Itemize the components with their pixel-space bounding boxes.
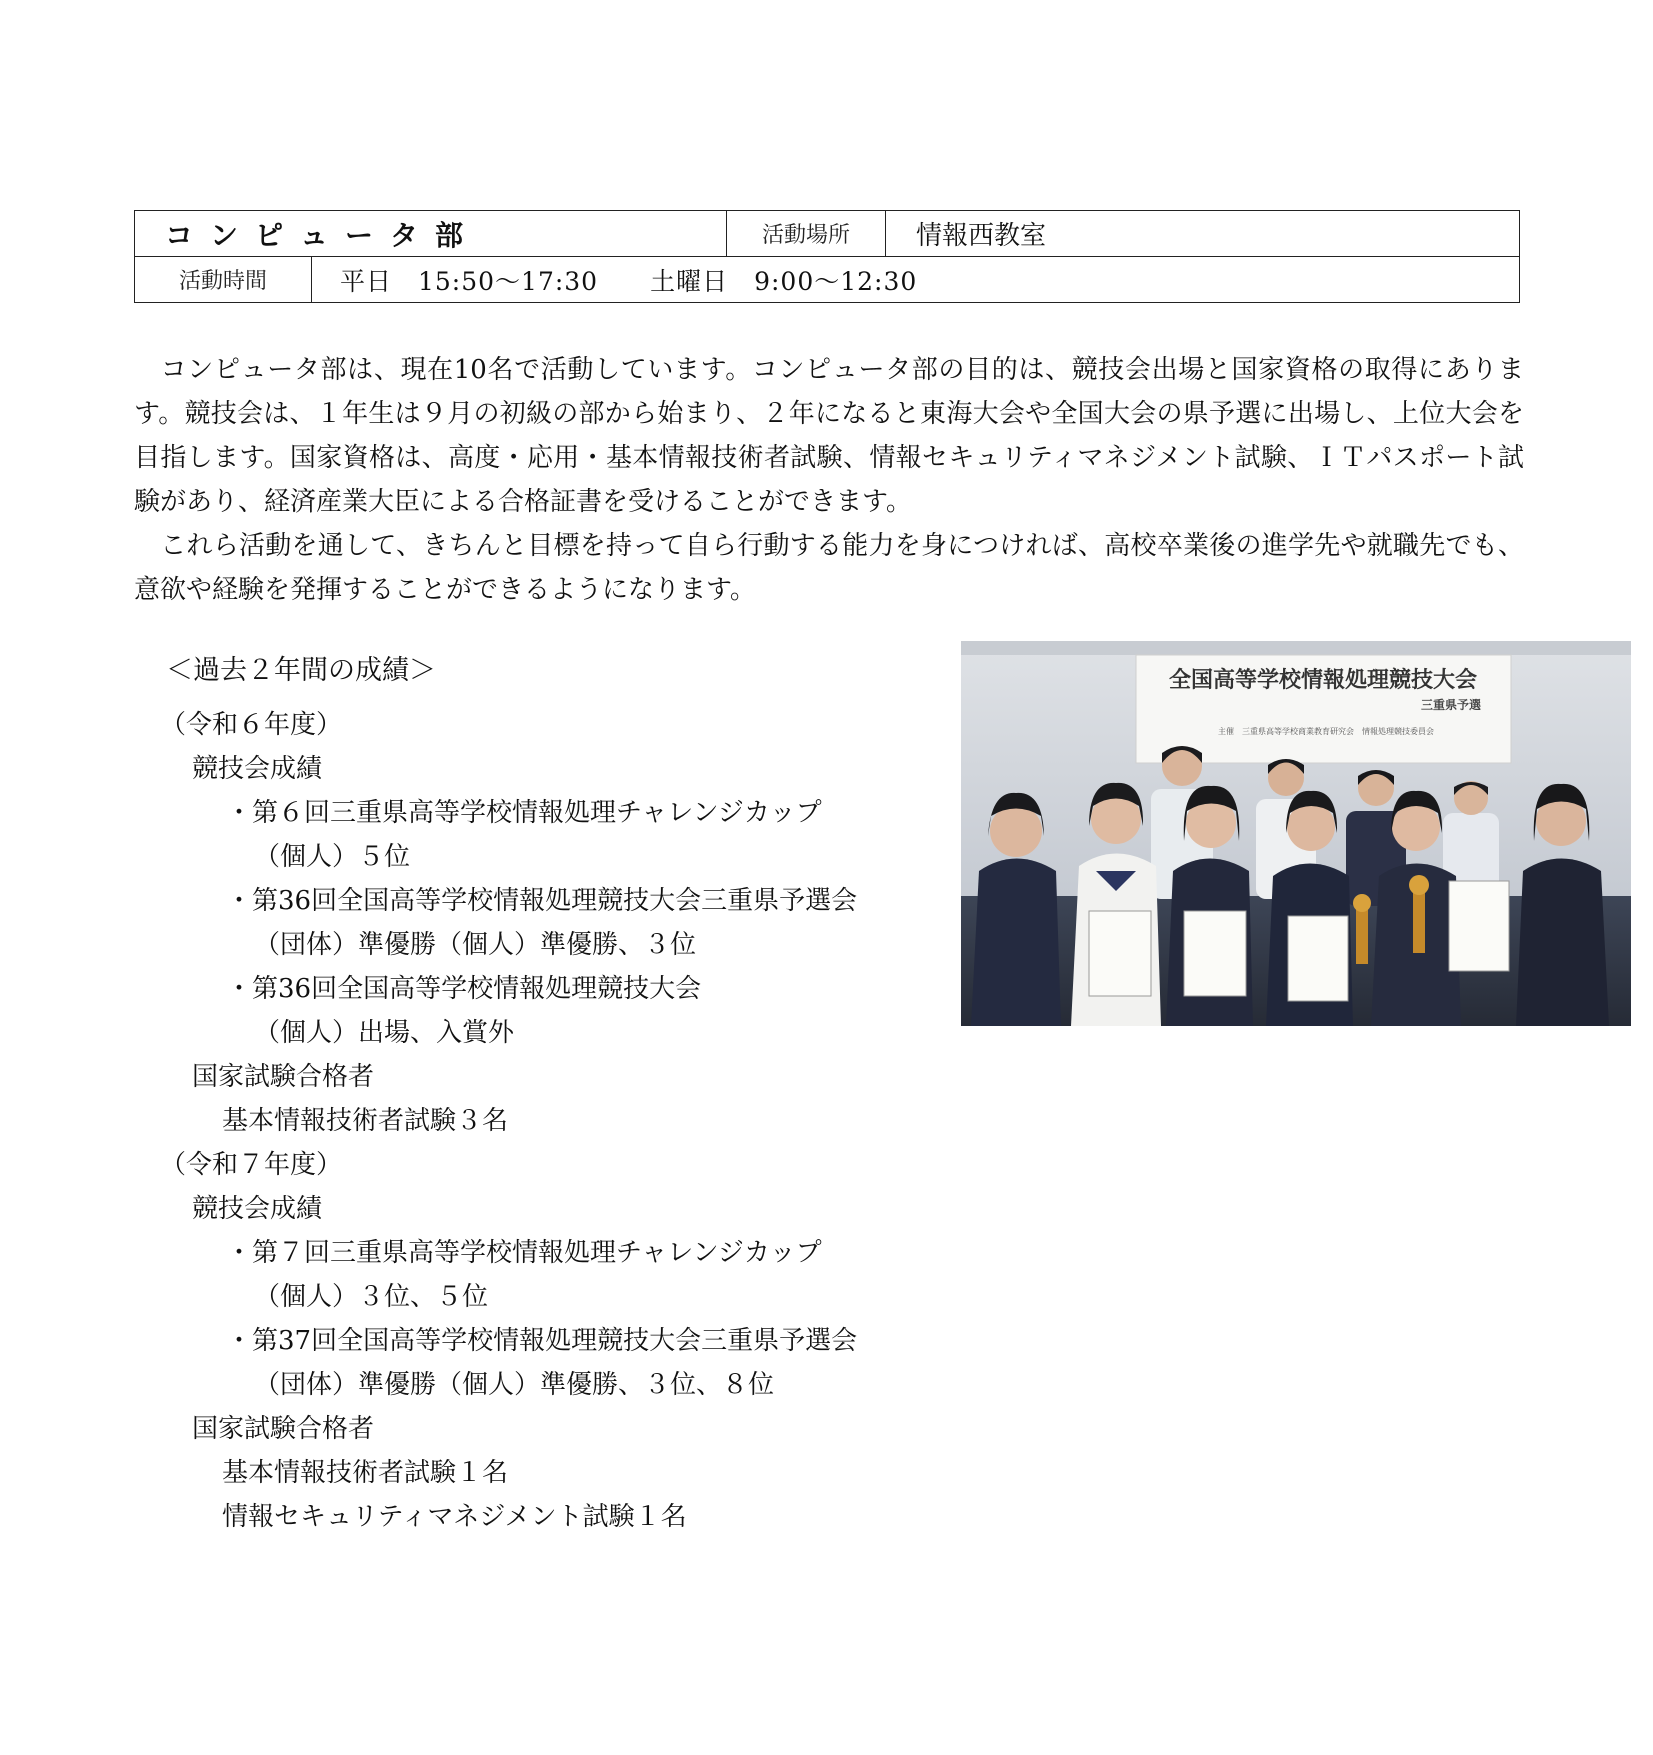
exam-result: 基本情報技術者試験３名 <box>222 1106 509 1136</box>
result-detail: （団体）準優勝（個人）準優勝、３位 <box>254 930 697 960</box>
subheading-competition-r6: 競技会成績 <box>192 754 323 784</box>
result-detail: （団体）準優勝（個人）準優勝、３位、８位 <box>254 1370 775 1400</box>
club-info-row-1 <box>135 211 1520 257</box>
banner-subtitle: 三重県予選 <box>1420 698 1481 712</box>
results-heading: ＜過去２年間の成績＞ <box>166 655 436 686</box>
year-label-r6: （令和６年度） <box>160 710 343 740</box>
place-value: 情報西教室 <box>886 211 1520 257</box>
club-name: コンピュータ部 <box>135 211 727 257</box>
result-item: ・第７回三重県高等学校情報処理チャレンジカップ <box>226 1238 822 1268</box>
intro-text <box>134 348 1524 612</box>
exam-result: 基本情報技術者試験１名 <box>222 1458 509 1488</box>
group-photo <box>961 641 1631 1026</box>
banner-title: 全国高等学校情報処理競技大会 <box>1168 668 1478 693</box>
result-item: ・第37回全国高等学校情報処理競技大会三重県予選会 <box>226 1326 858 1356</box>
exam-result: 情報セキュリティマネジメント試験１名 <box>222 1502 687 1532</box>
intro-paragraph-1: コンピュータ部は、現在10名で活動しています。コンピュータ部の目的は、競技会出場と国家資格の取得にあります。競技会は、１年生は９月の初級の部から始まり、２年になると東海大会や全国大会の県予選に出場し、上位大会を目指します。国家資格は、高度・応用・基本情報技術者試験、情報セキュリティマネジメント試験、ＩＴパスポート試験があり、経済産業大臣による合格証書を受けることができます。 <box>134 355 1524 517</box>
year-label-r7: （令和７年度） <box>160 1150 343 1180</box>
time-value: 平日 15:50～17:30 土曜日 9:00～12:30 <box>312 257 1520 303</box>
subheading-competition-r7: 競技会成績 <box>192 1194 323 1224</box>
result-item: ・第６回三重県高等学校情報処理チャレンジカップ <box>226 798 822 828</box>
club-info-row-2 <box>135 257 1520 303</box>
result-detail: （個人）３位、５位 <box>254 1282 489 1312</box>
result-detail: （個人）５位 <box>254 842 411 872</box>
subheading-exam-r6: 国家試験合格者 <box>192 1062 375 1092</box>
time-label: 活動時間 <box>135 257 312 303</box>
banner-organizer: 主催 三重県高等学校商業教育研究会 情報処理競技委員会 <box>1218 727 1434 736</box>
intro-paragraph-2: これら活動を通して、きちんと目標を持って自ら行動する能力を身につければ、高校卒業後の進学先や就職先でも、意欲や経験を発揮することができるようになります。 <box>134 531 1524 605</box>
club-info-table <box>134 210 1520 303</box>
result-item: ・第36回全国高等学校情報処理競技大会 <box>226 974 702 1004</box>
place-label: 活動場所 <box>727 211 886 257</box>
group-photo-drawing <box>961 641 1631 1026</box>
result-detail: （個人）出場、入賞外 <box>254 1018 515 1048</box>
subheading-exam-r7: 国家試験合格者 <box>192 1414 375 1444</box>
result-item: ・第36回全国高等学校情報処理競技大会三重県予選会 <box>226 886 858 916</box>
